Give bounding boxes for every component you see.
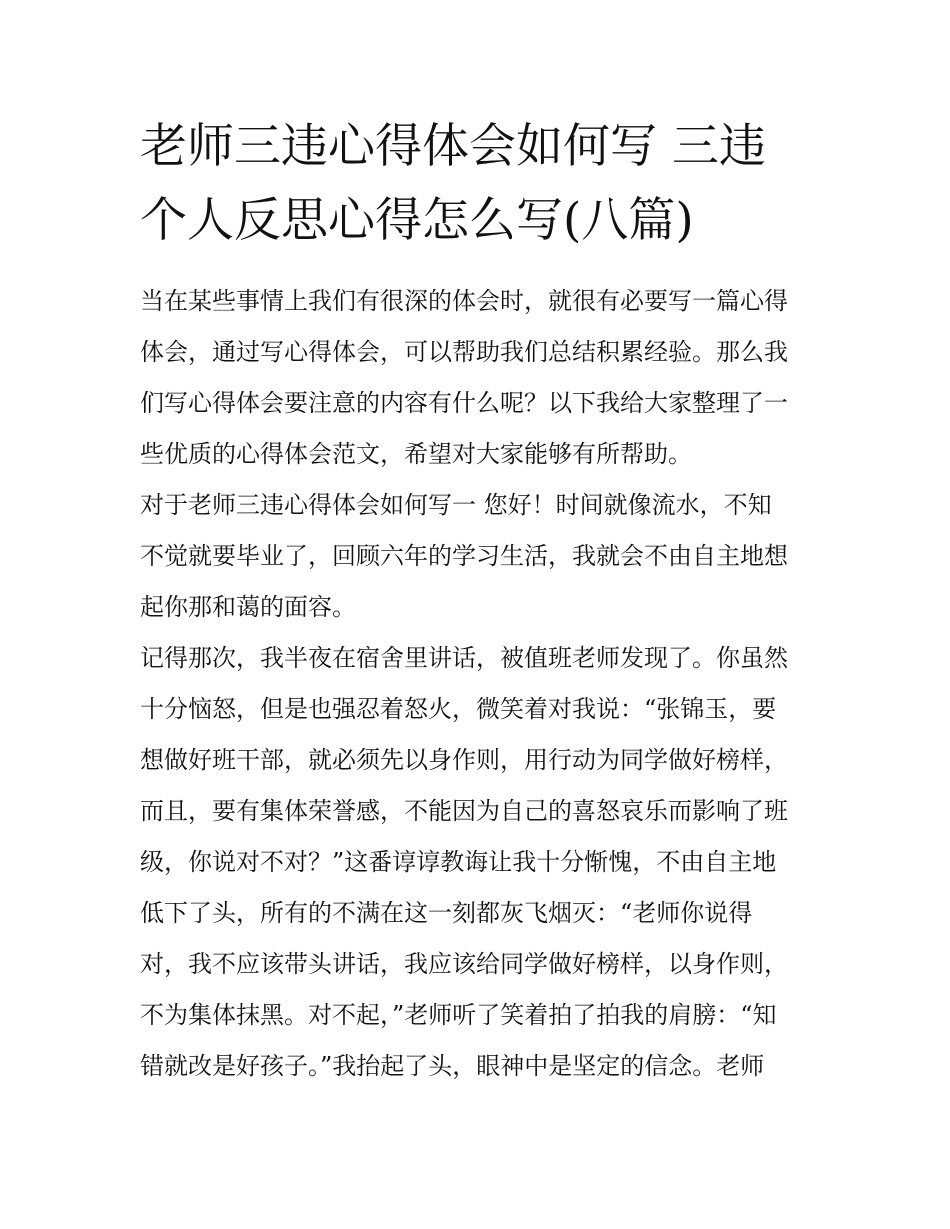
text-line: 想做好班干部，就必须先以身作则，用行动为同学做好榜样， bbox=[140, 746, 788, 774]
text-line: 不为集体抹黑。对不起，”老师听了笑着拍了拍我的肩膀：“知 bbox=[140, 1001, 777, 1029]
text-line: 些优质的心得体会范文，希望对大家能够有所帮助。 bbox=[140, 440, 692, 468]
text-line: 们写心得体会要注意的内容有什么呢？以下我给大家整理了一 bbox=[140, 389, 788, 417]
text-line: 对于老师三违心得体会如何写一 您好！时间就像流水，不知 bbox=[140, 491, 772, 519]
title-line: 个人反思心得怎么写(八篇) bbox=[140, 193, 694, 248]
text-line: 十分恼怒，但是也强忍着怒火，微笑着对我说：“张锦玉，要 bbox=[140, 695, 777, 723]
text-line: 对，我不应该带头讲话，我应该给同学做好榜样，以身作则， bbox=[140, 950, 788, 978]
paragraph bbox=[140, 633, 820, 1092]
text-line: 低下了头，所有的不满在这一刻都灰飞烟灭：“老师你说得 bbox=[140, 899, 753, 927]
paragraph bbox=[140, 480, 820, 633]
text-line: 记得那次，我半夜在宿舍里讲话，被值班老师发现了。你虽然 bbox=[140, 644, 788, 672]
document-body bbox=[140, 276, 820, 1092]
text-line: 起你那和蔼的面容。 bbox=[140, 593, 356, 621]
paragraph bbox=[140, 276, 820, 480]
text-line: 而且，要有集体荣誉感，不能因为自己的喜怒哀乐而影响了班 bbox=[140, 797, 788, 825]
text-line: 级，你说对不对？”这番谆谆教诲让我十分惭愧，不由自主地 bbox=[140, 848, 777, 876]
document-title bbox=[140, 110, 820, 258]
text-line: 当在某些事情上我们有很深的体会时，就很有必要写一篇心得 bbox=[140, 287, 788, 315]
text-line: 错就改是好孩子。”我抬起了头，眼神中是坚定的信念。老师 bbox=[140, 1052, 765, 1080]
text-line: 体会，通过写心得体会，可以帮助我们总结积累经验。那么我 bbox=[140, 338, 788, 366]
title-line: 老师三违心得体会如何写 三违 bbox=[140, 119, 766, 174]
text-line: 不觉就要毕业了，回顾六年的学习生活，我就会不由自主地想 bbox=[140, 542, 788, 570]
